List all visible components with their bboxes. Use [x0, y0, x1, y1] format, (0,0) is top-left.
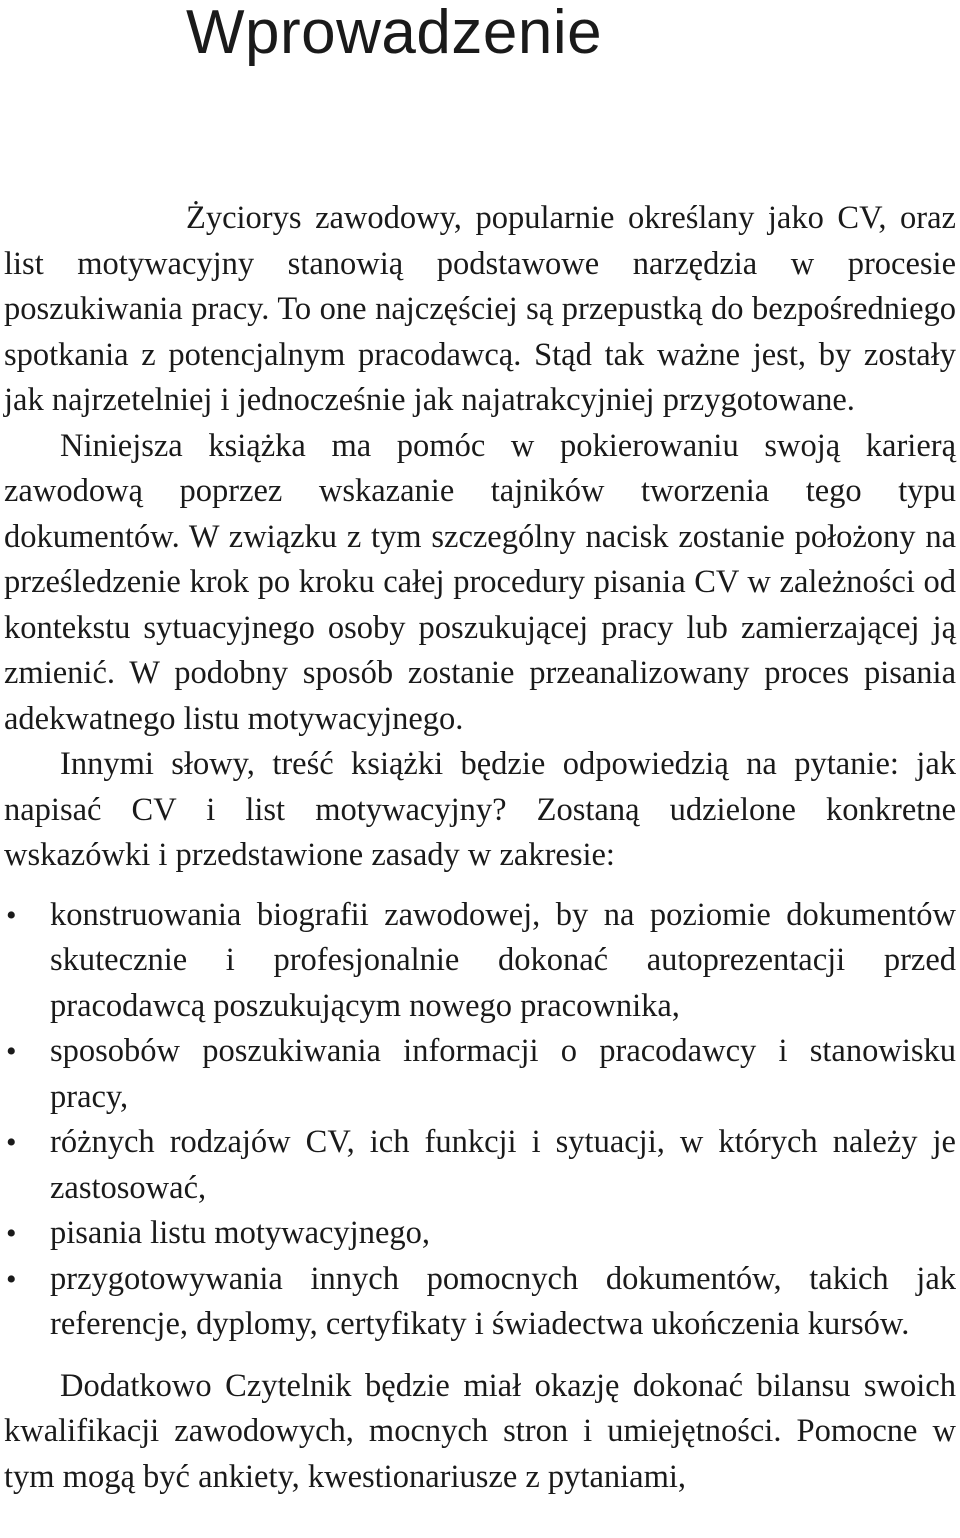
- list-item: [4, 1120, 956, 1211]
- list-item: [4, 1029, 956, 1120]
- list-item: [4, 1211, 956, 1257]
- chapter-title: Wprowadzenie: [186, 0, 603, 67]
- chapter-body: [4, 196, 956, 1500]
- list-item-text: konstruowania biografii zawodowej, by na poziomie dokumentów skutecznie i profesjonalnie dokonać autoprezentacji przed pracodawcą poszukującym nowego pracownika,: [50, 896, 956, 1024]
- list-item: [4, 893, 956, 1030]
- list-item: [4, 1257, 956, 1348]
- list-item-text: sposobów poszukiwania informacji o pracodawcy i stanowisku pracy,: [50, 1033, 956, 1115]
- paragraph-additional: Dodatkowo Czytelnik będzie miał okazję dokonać bilansu swoich kwalifikacji zawodowych, mocnych stron i umiejętności. Pomocne w tym mogą być ankiety, kwestionariusze z pytaniami,: [4, 1367, 956, 1495]
- topics-list: [4, 893, 956, 1348]
- bullet-icon: •: [6, 898, 17, 932]
- bullet-icon: •: [6, 1217, 17, 1250]
- paragraph-purpose: Niniejsza książka ma pomóc w pokierowaniu swoją karierą zawodową poprzez wskazanie tajników tworzenia tego typu dokumentów. W związku z tym szczególny nacisk zostanie położony na prześledzenie krok po kroku całej procedury pisania CV w zależności od kontekstu sytuacyjnego osoby poszukującej pracy lub zamierzającej ją zmienić. W podobny sposób zostanie przeanalizowany proces pisania adekwatnego listu motywacyjnego.: [4, 427, 956, 737]
- bullet-icon: •: [6, 1126, 17, 1159]
- list-item-text: pisania listu motywacyjnego,: [50, 1215, 431, 1251]
- list-item-text: różnych rodzajów CV, ich funkcji i sytuacji, w których należy je zastosować,: [50, 1124, 956, 1206]
- paragraph-intro: Życiorys zawodowy, popularnie określany jako CV, oraz list motywacyjny stanowią podstawowe narzędzia w procesie poszukiwania pracy. To one najczęściej są przepustką do bezpośredniego spotkania z potencjalnym pracodawcą. Stąd tak ważne jest, by zostały jak najrzetelniej i jednocześnie jak najatrakcyjniej przygotowane.: [4, 200, 956, 418]
- bullet-icon: •: [6, 1035, 17, 1068]
- bullet-icon: •: [6, 1262, 17, 1296]
- list-item-text: przygotowywania innych pomocnych dokumentów, takich jak referencje, dyplomy, certyfikaty i świadectwa ukończenia kursów.: [50, 1260, 956, 1342]
- paragraph-question: Innymi słowy, treść książki będzie odpowiedzią na pytanie: jak napisać CV i list motywacyjny? Zostaną udzielone konkretne wskazówki i przedstawione zasady w zakresie:: [4, 746, 956, 873]
